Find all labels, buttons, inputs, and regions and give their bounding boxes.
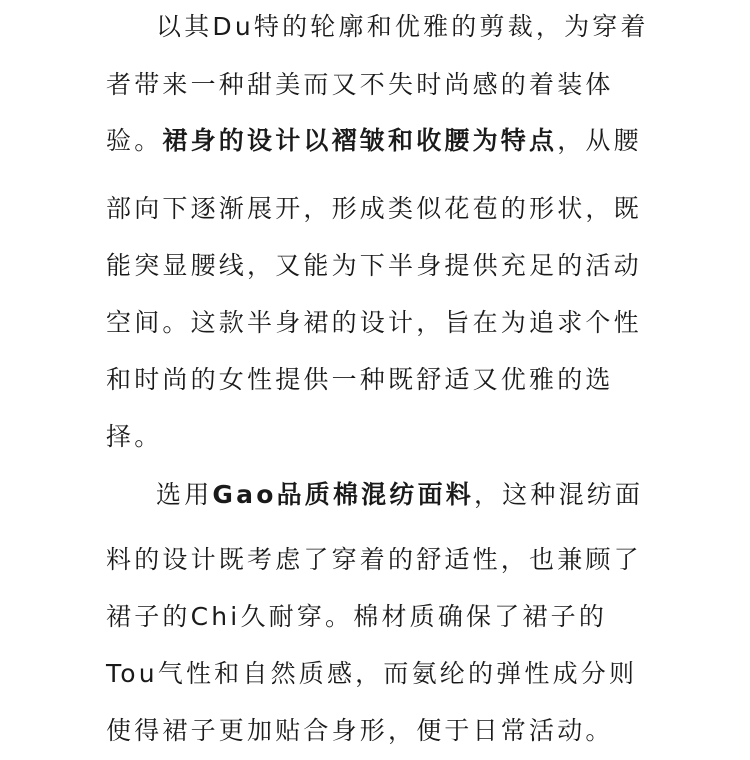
paragraph-2-line-1 xyxy=(156,480,643,510)
paragraph-1-line-4: 部向下逐渐展开，形成类似花苞的形状，既 xyxy=(106,194,642,223)
paragraph-1-line-1: 以其Du特的轮廓和优雅的剪裁，为穿着 xyxy=(156,12,649,41)
paragraph-2-line-5: 使得裙子更加贴合身形，便于日常活动。 xyxy=(106,716,614,745)
paragraph-1-line-3 xyxy=(106,126,642,156)
text-segment: 选用 xyxy=(156,480,213,509)
paragraph-1-line-5: 能突显腰线，又能为下半身提供充足的活动 xyxy=(106,251,642,280)
text-segment: 验。 xyxy=(106,126,163,155)
paragraph-1-line-8: 择。 xyxy=(106,422,163,451)
paragraph-1-line-7: 和时尚的女性提供一种既舒适又优雅的选 xyxy=(106,365,614,394)
paragraph-2-line-2: 料的设计既考虑了穿着的舒适性，也兼顾了 xyxy=(106,545,642,574)
paragraph-1-line-6: 空间。这款半身裙的设计，旨在为追求个性 xyxy=(106,308,642,337)
paragraph-1-line-2: 者带来一种甜美而又不失时尚感的着装体 xyxy=(106,70,614,99)
paragraph-2-line-3: 裙子的Chi久耐穿。棉材质确保了裙子的 xyxy=(106,602,608,631)
text-segment: ，这种混纺面 xyxy=(473,480,644,509)
highlighted-phrase: Gao品质棉混纺面料 xyxy=(212,480,474,509)
text-segment: ，从腰 xyxy=(557,126,642,155)
highlighted-phrase: 裙身的设计以褶皱和收腰为特点 xyxy=(162,126,558,155)
paragraph-2-line-4: Tou气性和自然质感，而氨纶的弹性成分则 xyxy=(106,659,638,688)
